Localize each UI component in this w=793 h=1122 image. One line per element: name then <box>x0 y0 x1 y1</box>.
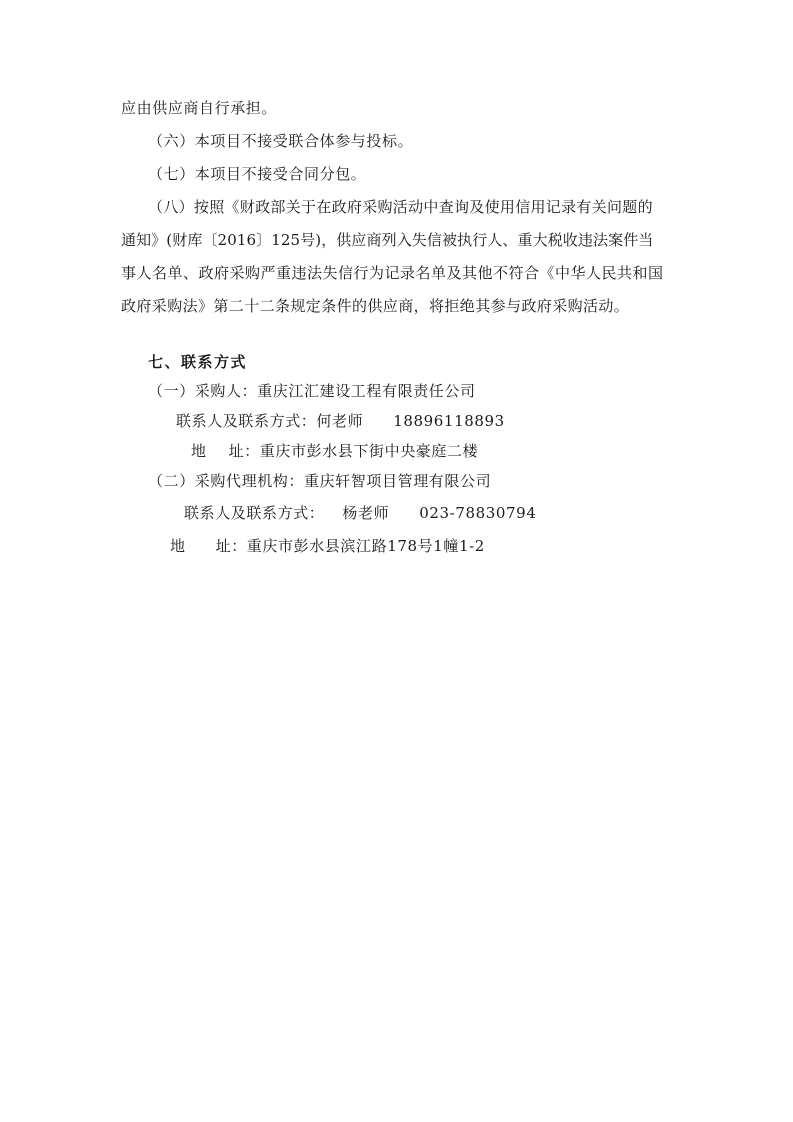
paragraph-item-6: （六）本项目不接受联合体参与投标。 <box>148 132 414 150</box>
paragraph-item-8-line-4: 政府采购法》第二十二条规定条件的供应商，将拒绝其参与政府采购活动。 <box>121 297 630 315</box>
agency-phone: 023-78830794 <box>419 504 537 522</box>
paragraph-item-8-line-2: 通知》(财库〔2016〕125号)，供应商列入失信被执行人、重大税收违法案件当 <box>121 231 654 249</box>
purchaser-contact-label: 联系人及联系方式：何老师 <box>176 412 364 430</box>
purchaser-address-line <box>191 441 478 461</box>
purchaser-line: （一）采购人：重庆江汇建设工程有限责任公司 <box>148 382 476 400</box>
agency-contact-line <box>184 503 536 523</box>
purchaser-phone: 18896118893 <box>393 412 505 430</box>
paragraph-item-8-line-1: （八）按照《财政部关于在政府采购活动中查询及使用信用记录有关问题的 <box>148 198 653 216</box>
agency-address-label-1: 地 <box>170 537 186 555</box>
paragraph-item-7: （七）本项目不接受合同分包。 <box>148 165 367 183</box>
agency-address-line <box>170 536 485 556</box>
agency-contact-label: 联系人及联系方式： <box>184 504 325 522</box>
contact-heading: 七、联系方式 <box>148 353 248 371</box>
purchaser-address-label-1: 地 <box>191 442 207 460</box>
purchaser-contact-line <box>176 411 505 431</box>
agency-address: 址：重庆市彭水县滨江路178号1幢1-2 <box>215 537 485 555</box>
paragraph-item-8-line-3: 事人名单、政府采购严重违法失信行为记录名单及其他不符合《中华人民共和国 <box>121 264 664 282</box>
purchaser-address: 址：重庆市彭水县下街中央豪庭二楼 <box>228 442 479 460</box>
agency-line: （二）采购代理机构：重庆轩智项目管理有限公司 <box>148 472 492 490</box>
agency-contact-name: 杨老师 <box>342 504 390 522</box>
paragraph-continuation: 应由供应商自行承担。 <box>121 99 278 117</box>
